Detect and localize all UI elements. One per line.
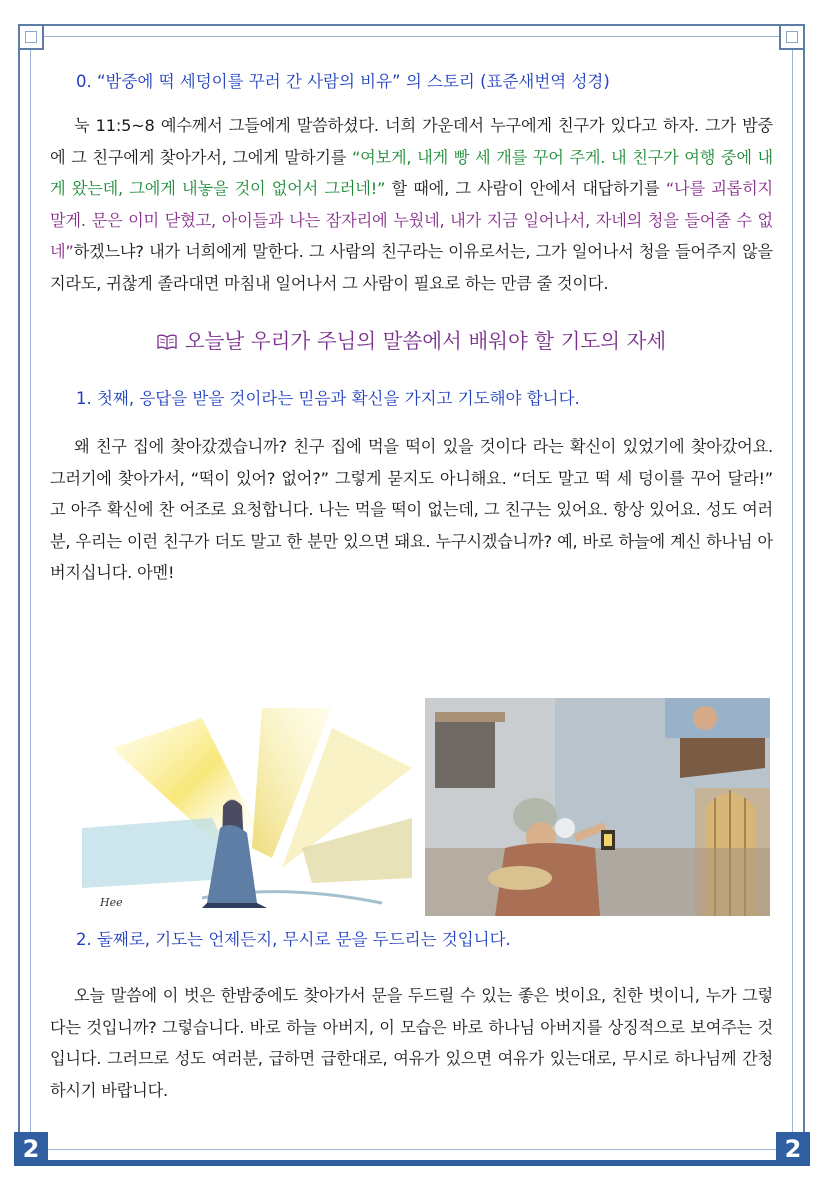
corner-ornament-top-right xyxy=(779,24,805,50)
point-2-body: 오늘 말씀에 이 벗은 한밤중에도 찾아가서 문을 두드릴 수 있는 좋은 벗이요, 친한 벗이니, 누가 그렇다는 것입니까? 그렇습니다. 바로 하늘 아버지, 이 모습은 바로 하나님 아버지를 상징적으로 보여주는 것입니다. 그러므로 성도 여러분, 급하면 급한대로, 여유가 있으면 여유가 있는대로, 무시로 하나님께 간청하시기 바랍니다. xyxy=(50,986,773,1100)
book-icon xyxy=(157,323,177,363)
point-1-heading: 1. 첫째, 응답을 받을 것이라는 믿음과 확신을 가지고 기도해야 합니다. xyxy=(76,389,580,408)
main-content-lower xyxy=(50,922,773,1106)
scripture-paragraph xyxy=(50,110,773,299)
friend-at-door-illustration xyxy=(425,698,770,916)
illustration-signature: Hee xyxy=(100,896,123,909)
scripture-quote-purple: “나를 괴롭히지 말게. 문은 이미 닫혔고, 아이들과 나는 잠자리에 누웠네, 내가 지금 일어나서, 자네의 청을 들어줄 수 없네” xyxy=(50,179,773,261)
corner-ornament-top-left xyxy=(18,24,44,50)
section-title-text: 오늘날 우리가 주님의 말씀에서 배워야 할 기도의 자세 xyxy=(184,329,667,353)
point-1-body: 왜 친구 집에 찾아갔겠습니까? 친구 집에 먹을 떡이 있을 것이다 라는 확신이 있었기에 찾아갔어요. 그러기에 찾아가서, “떡이 있어? 없어?” 그렇게 묻지도 아니해요. “더도 말고 떡 세 덩이를 꾸어 달라!” 고 아주 확신에 찬 어조로 요청합니다. 나는 먹을 떡이 없는데, 그 친구는 있어요. 항상 있어요. 성도 여러분, 우리는 이런 친구가 더도 말고 한 분만 있으면 돼요. 누구시겠습니까? 예, 바로 하늘에 계신 하나님 아버지십니다. 아멘! xyxy=(50,437,773,582)
main-content xyxy=(50,60,773,589)
scripture-quote-green: “여보게, 내게 빵 세 개를 꾸어 주게. 내 친구가 여행 중에 내게 왔는데, 그에게 내놓을 것이 없어서 그러네!” xyxy=(50,147,773,198)
bottom-bar xyxy=(18,1160,805,1166)
section-title xyxy=(50,321,773,363)
illustration-row xyxy=(0,698,823,916)
scripture-text-1: 눅 11:5~8 예수께서 그들에게 말씀하셨다. 너희 가운데서 누구에게 친구가 있다고 하자. 그가 밤중에 그 친구에게 찾아가서, 그에게 말하기를 xyxy=(50,116,773,167)
scripture-text-3: 하겠느냐? 내가 너희에게 말한다. 그 사람의 친구라는 이유로서는, 그가 일어나서 청을 들어주지 않을지라도, 귀찮게 졸라대면 마침내 일어나서 그 사람이 필요로 하는 만큼 줄 것이다. xyxy=(50,242,773,293)
page-number-left: 2 xyxy=(14,1132,48,1166)
point-2-heading: 2. 둘째로, 기도는 언제든지, 무시로 문을 두드리는 것입니다. xyxy=(76,930,511,949)
praying-woman-illustration xyxy=(82,708,412,913)
intro-heading: 0. “밤중에 떡 세덩이를 꾸러 간 사람의 비유” 의 스토리 (표준새번역 성경) xyxy=(76,72,610,91)
scripture-text-2: 할 때에, 그 사람이 안에서 대답하기를 xyxy=(385,179,666,198)
page-number-right: 2 xyxy=(776,1132,810,1166)
